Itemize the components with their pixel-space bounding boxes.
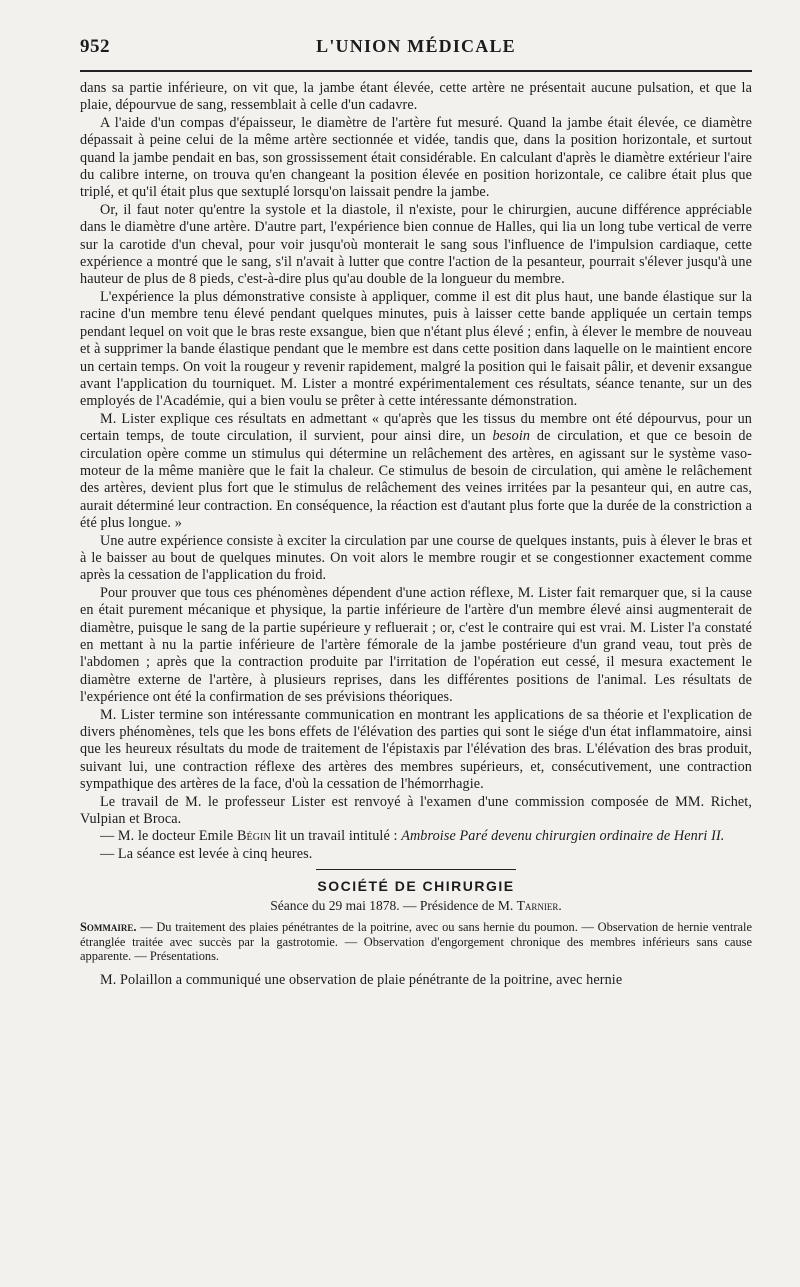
text-run: de circulation, et que ce besoin de circulation opère comme un stimulus qui détermine un relâchement des artères, en agissant sur le système vaso-moteur de la même manière que le fait la chaleur. Ce stimulus de besoin de circulation, qui amène le relâchement des artères, devient plus fort que le stimulus de relâchement des veines irritées par la pesanteur qui, en autre cas, aurait déterminé leur contraction. En conséquence, la réaction est d'autant plus forte que la durée de la constriction a été plus longue. » [80,428,752,532]
section-title: SOCIÉTÉ DE CHIRURGIE [317,878,515,895]
session-line [80,898,752,914]
paragraph: dans sa partie inférieure, on vit que, la jambe étant élevée, cette artère ne présentait aucune pulsation, et que la plaie, dépourvue de sang, ressemblait à celle d'un cadavre. [80,80,752,114]
page-header [80,36,752,62]
paragraph: Le travail de M. le professeur Lister est renvoyé à l'examen d'une commission composée de MM. Richet, Vulpian et Broca. [80,793,752,828]
paragraph: Une autre expérience consiste à exciter la circulation par une course de quelques instants, puis à élever le bras et à le baisser au bout de quelques minutes. On voit alors le membre rougir et se congestionner exactement comme après la cessation de l'application du froid. [80,532,752,584]
section-divider [316,869,516,870]
session-date: Séance du 29 mai 1878. — Présidence de M. [270,898,517,914]
running-title: L'UNION MÉDICALE [316,36,516,56]
closing-line: — La séance est levée à cinq heures. [100,845,313,862]
page-number: 952 [80,36,110,57]
paragraph [80,411,752,533]
summary-text: — Du traitement des plaies pénétrantes de la poitrine, avec ou sans hernie du poumon. — Observation de hernie ventrale étranglée traitée avec succès par la gastrotomie. — Observation d'engorgement chronique des membres inférieurs sans cause apparente. — Présentations. [80,920,752,964]
paragraph: Or, il faut noter qu'entre la systole et la diastole, il n'existe, pour le chirurgien, aucune différence appréciable dans le diamètre d'une artère. D'autre part, l'expérience bien connue de Halles, qui lia un long tube vertical de verre sur la carotide d'un cheval, pour voir jusqu'où monterait le sang sous l'influence de l'impulsion cardiaque, cette expérience a montré que le sang, s'il n'avait à lutter que contre l'action de la pesanteur, pourrait s'élever jusqu'à une hauteur de plus de 8 pieds, c'est-à-dire plus qu'au double de la longueur du membre. [80,201,752,288]
text-run: . [558,898,562,914]
paragraph: M. Lister termine son intéressante communication en montrant les applications de sa théorie et l'explication de divers phénomènes, tels que les bons effets de l'élévation des parties qui sont le siége d'un état inflammatoire, ainsi que les heureux résultats du mode de traitement de l'épistaxis par l'élévation des bras. L'élévation des bras produit, suivant lui, une contraction réflexe des artères des membres supérieurs, et, consécutivement, une contraction sympathique des artères de la face, d'où la cessation de l'hémorrhagie. [80,706,752,793]
paragraph: L'expérience la plus démonstrative consiste à appliquer, comme il est dit plus haut, une bande élastique sur la racine d'un membre tenu élevé pendant quelques minutes, puis à laisser cette bande appliquée un certain temps pendant lequel on voit que le bras reste exsangue, bien que n'étant plus élevé ; enfin, à élever le membre de nouveau et à supprimer la bande élastique pendant que le membre est dans cette position dans laquelle on le maintient encore un certain temps. On voit la rougeur y revenir rapidement, malgré la position qui le faisait pâlir, et devenir exsangue avant l'application du tourniquet. M. Lister a montré expérimentalement ces résultats, séance tenante, sur un des employés de l'Académie, qui a bien voulu se prêter à cette intéressante démonstration. [80,288,752,410]
paragraph: A l'aide d'un compas d'épaisseur, le diamètre de l'artère fut mesuré. Quand la jambe était élevée, ce diamètre dépassait à peine celui de la même artère sectionnée et vidée, tandis que, dans la position horizontale, et surtout quand la jambe pendait en bas, son grossissement était considérable. En calculant d'après le diamètre extérieur l'aire du calibre interne, on trouva qu'en changeant la position élevée en position horizontale, ce calibre était plus que triplé, et qu'il était plus que sextuplé lorsqu'on laissait pendre la jambe. [80,114,752,201]
author-name: Bégin [236,828,271,845]
header-rule [80,70,752,72]
text-run: — M. le docteur Emile [100,828,237,845]
text-run: M. Lister explique ces résultats en admettant « qu'après que les tissus du membre ont été dépourvus, pour un certain temps, de toute circulation, il survient, pour ainsi dire, un [80,410,752,445]
text-run: lit un travail intitulé : [270,828,402,845]
paragraph [80,828,752,845]
work-title: Ambroise Paré devenu chirurgien ordinaire de Henri II. [401,828,725,845]
emphasis: besoin [492,428,531,445]
summary [80,920,752,964]
paragraph: M. Polaillon a communiqué une observation de plaie pénétrante de la poitrine, avec hernie [100,972,623,989]
president-name: Tarnier [516,898,559,914]
paragraph: Pour prouver que tous ces phénomènes dépendent d'une action réflexe, M. Lister fait remarquer que, si la cause en était purement mécanique et physique, la partie inférieure de l'artère d'un membre élevé ainsi augmenterait de diamètre, puisque le sang de la partie supérieure y refluerait ; or, c'est le contraire qui est vrai. M. Lister l'a constaté en mettant à nu la partie inférieure de l'artère fémorale de la jambe postérieure d'un grand veau, tout près de l'abdomen ; après que la contraction produite par l'irritation de l'opération eut cessé, il mesura exactement le diamètre externe de l'artère, à plusieurs reprises, dans les différentes positions de l'animal. Les résultats de l'expérience ont été la confirmation de ses prévisions théoriques. [80,584,752,706]
article-body [80,80,752,863]
summary-label: Sommaire. [80,920,137,935]
section-body [80,972,752,989]
